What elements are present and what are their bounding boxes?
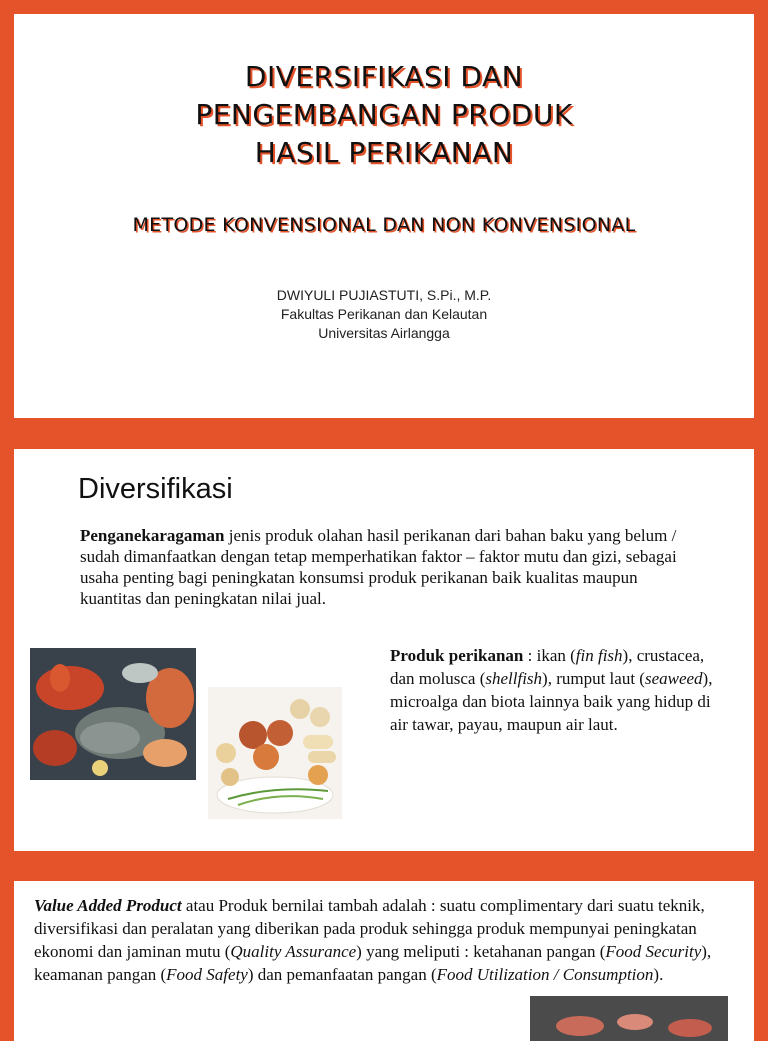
produk-perikanan-paragraph xyxy=(390,644,730,736)
author-faculty: Fakultas Perikanan dan Kelautan xyxy=(280,306,488,322)
title-line-3: HASIL PERIKANAN xyxy=(254,136,514,169)
va-italic-2: Food Security xyxy=(605,942,702,961)
slide-subtitle: METODE KONVENSIONAL DAN NON KONVENSIONAL xyxy=(132,214,636,236)
produk-text-2: ), crustacea, dan molusca ( xyxy=(390,646,705,688)
produk-italic-2: shellfish xyxy=(485,669,543,688)
produk-text-1: : ikan ( xyxy=(523,646,576,665)
value-added-slide xyxy=(14,881,754,1041)
diversifikasi-slide xyxy=(14,449,754,851)
title-line-1: DIVERSIFIKASI DAN xyxy=(244,60,524,93)
definition-term: Penganekaragaman xyxy=(80,526,225,545)
va-text-2: ) yang meliputi : ketahanan pangan ( xyxy=(356,942,606,961)
va-italic-1: Quality Assurance xyxy=(230,942,357,961)
va-text-5: ). xyxy=(653,965,664,984)
slide-heading: Diversifikasi xyxy=(78,473,233,505)
va-italic-4: Food Utilization / Consumption xyxy=(436,965,654,984)
fish-product-photo xyxy=(530,996,728,1041)
va-text-1: atau Produk bernilai tambah adalah : suatu complimentary dari suatu teknik, diversifikasi dan peralatan yang diberikan pada produk sehingga produk mempunyai peningkatan ekonomi dan jaminan mutu ( xyxy=(34,896,705,961)
produk-text-3: ), rumput laut ( xyxy=(542,669,645,688)
va-text-3: ), keamanan pangan ( xyxy=(34,942,712,984)
title-slide xyxy=(14,14,754,418)
produk-label: Produk perikanan xyxy=(390,646,524,665)
produk-text-4: ), microalga dan biota lainnya baik yang hidup di air tawar, payau, maupun air laut. xyxy=(390,669,713,734)
value-added-paragraph xyxy=(34,894,734,986)
definition-text: jenis produk olahan hasil perikanan dari bahan baku yang belum / sudah dimanfaatkan dengan tetap memperhatikan faktor – faktor mutu dan gizi, sebagai usaha penting bagi peningkatan konsumsi produk perikanan baik kualitas maupun kuantitas dan peningkatan nilai jual. xyxy=(80,526,677,608)
produk-italic-3: seaweed xyxy=(644,669,703,688)
produk-italic-1: fin fish xyxy=(575,646,623,665)
author-block xyxy=(14,286,754,343)
processed-fish-snacks-photo xyxy=(208,687,342,819)
title-line-2: PENGEMBANGAN PRODUK xyxy=(195,98,573,131)
author-university: Universitas Airlangga xyxy=(318,325,450,341)
value-added-term: Value Added Product xyxy=(34,896,182,915)
definition-paragraph xyxy=(80,525,700,609)
seafood-photo xyxy=(30,648,196,780)
va-italic-3: Food Safety xyxy=(166,965,248,984)
author-name: DWIYULI PUJIASTUTI, S.Pi., M.P. xyxy=(276,287,492,303)
slide-title xyxy=(14,58,754,172)
va-text-4: ) dan pemanfaatan pangan ( xyxy=(247,965,437,984)
